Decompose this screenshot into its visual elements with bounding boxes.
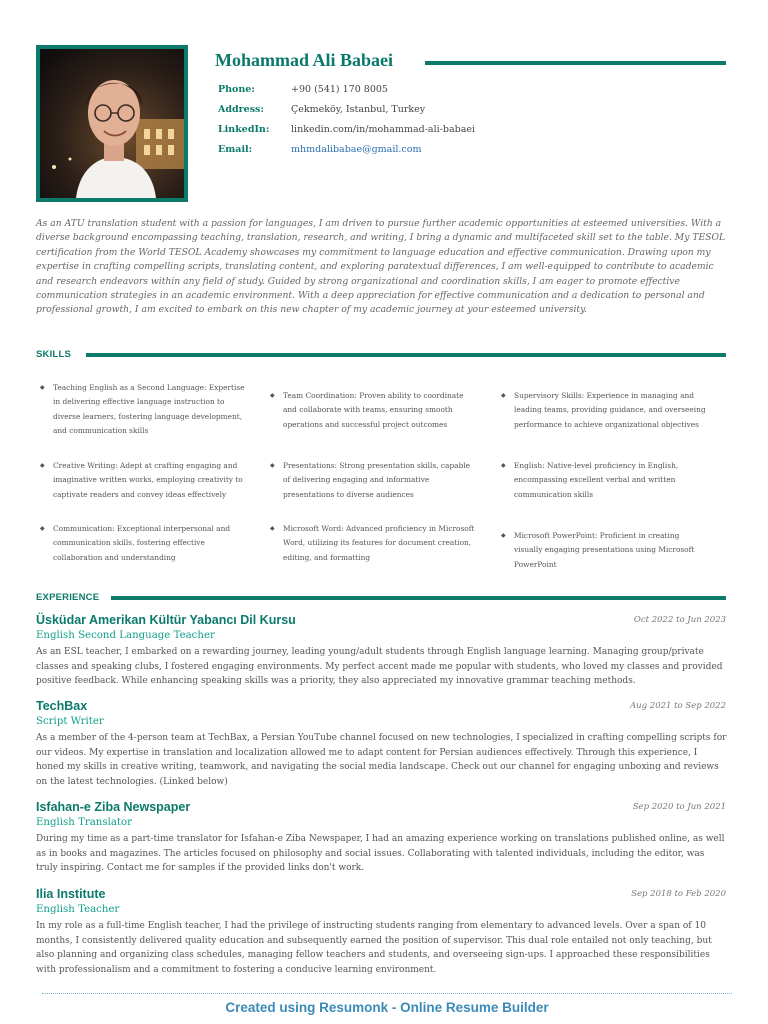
skill-text: Team Coordination: Proven ability to coordinate and collaborate with teams, ensuring smooth operations and successful project outcomes [283,391,464,429]
job-company: TechBax [36,699,88,713]
job-description: During my time as a part-time translator for Isfahan-e Ziba Newspaper, I had an amazing experience working on translations published online, as well as in books and magazines. The articles focused on philosophy and social issues. Collaborating with talented individuals, including the editor, was truly inspiring. Contact me for samples if the provided links don't work. [36,834,725,874]
job-role: Script Writer [36,716,104,727]
resumonk-footer-link[interactable]: Created using Resumonk - Online Resume Builder [42,993,732,1022]
job-company: Üsküdar Amerikan Kültür Yabancı Dil Kursu [36,613,296,627]
contact-label: Phone: [218,83,255,95]
skills-divider [86,353,726,357]
bullet-icon: ◆ [40,384,45,391]
skill-item [497,459,707,502]
skill-item [497,529,707,572]
job-description: As a member of the 4-person team at TechBax, a Persian YouTube channel focused on new technologies, I specialized in crafting compelling scripts for our videos. My expertise in translation and localization allowed me to adapt content for Persian audiences effectively. Through this experience, I honed my skills in creative writing, teamwork, and navigating the social media landscape. Check out our channel for engaging unboxing and reviews on the latest technologies. (Linked below) [36,733,727,787]
skill-text: Microsoft Word: Advanced proficiency in Microsoft Word, utilizing its features for document creation, editing, and formatting [283,524,475,562]
bullet-icon: ◆ [270,525,275,532]
bullet-icon: ◆ [501,462,506,469]
contact-label: LinkedIn: [218,123,270,135]
skill-item [266,522,476,565]
contact-linkedin [218,119,475,139]
profile-photo-frame [36,45,188,202]
bullet-icon: ◆ [270,392,275,399]
skills-title: SKILLS [36,349,71,360]
contact-email [218,139,475,159]
job-date: Sep 2020 to Jun 2021 [632,802,726,812]
bullet-icon: ◆ [501,532,506,539]
skill-text: Communication: Exceptional interpersonal and communication skills, fostering effective collaboration and understanding [53,524,231,562]
skill-text: Creative Writing: Adept at crafting engaging and imaginative written works, employing creativity to captivate readers and convey ideas effectively [53,461,243,499]
candidate-name: Mohammad Ali Babaei [215,50,394,70]
bullet-icon: ◆ [501,392,506,399]
skill-item [36,522,246,565]
contact-phone [218,79,475,99]
skill-text: English: Native-level proficiency in English, encompassing excellent verbal and written communication skills [514,461,679,499]
bullet-icon: ◆ [40,462,45,469]
job-description: As an ESL teacher, I embarked on a rewarding journey, leading young/adult students through English language learning. Managing group/private classes and speaking clubs, I fostered engaging environments. My perfect accent made me popular with students, who loved my classes and provided positive feedback. While enhancing speaking skills was a priority, they also appreciated my innovative grammar teaching methods. [36,647,723,687]
job-entry [36,613,728,693]
name-divider [425,61,726,65]
skill-item [497,389,707,432]
job-role: English Second Language Teacher [36,630,215,641]
profile-summary: As an ATU translation student with a passion for languages, I am driven to pursue further academic opportunities at esteemed universities. With a diverse background encompassing teaching, translation, research, and writing, I bring a dynamic and multifaceted skill set to the table. My TESOL certification from the World TESOL Academy showcases my commitment to language education and effective communication. Drawing upon my expertise in crafting compelling scripts, translating content, and exploring paratextual differences, I am well-equipped to contribute to academic and research endeavors within any field of study. Guided by strong organizational and coordination skills, I am eager to promote effective communication strategies in an academic environment. With a deep appreciation for effective communication and a dedication to personal and professional growth, I am excited to embark on this new chapter of my academic journey at your esteemed university. [36,218,726,316]
skill-text: Presentations: Strong presentation skills, capable of delivering engaging and informative presentations to diverse audiences [283,461,471,499]
job-date: Sep 2018 to Feb 2020 [631,889,726,899]
job-date: Oct 2022 to Jun 2023 [633,615,726,625]
email-link[interactable]: mhmdalibabae@gmail.com [291,143,422,155]
job-company: Ilia Institute [36,887,106,901]
contact-block [218,79,475,159]
job-entry [36,800,728,880]
skill-text: Microsoft PowerPoint: Proficient in creating visually engaging presentations using Microsoft PowerPoint [514,531,695,569]
experience-title: EXPERIENCE [36,592,100,603]
address-value: Çekmeköy, Istanbul, Turkey [291,103,426,115]
skill-item [36,459,246,502]
job-entry [36,699,728,794]
job-role: English Translator [36,817,133,828]
skill-item [266,389,476,432]
contact-address [218,99,475,119]
linkedin-link[interactable]: linkedin.com/in/mohammad-ali-babaei [291,123,476,135]
skill-text: Teaching English as a Second Language: Expertise in delivering effective language instruction to diverse learners, fostering language development, and communication skills [53,383,245,436]
phone-value: +90 (541) 170 8005 [291,83,388,95]
bullet-icon: ◆ [270,462,275,469]
profile-photo [40,49,184,198]
bullet-icon: ◆ [40,525,45,532]
job-entry [36,887,728,982]
job-company: Isfahan-e Ziba Newspaper [36,800,191,814]
skill-item [266,459,476,502]
skills-section-header [36,349,728,363]
experience-divider [111,596,726,600]
contact-label: Email: [218,143,253,155]
job-date: Aug 2021 to Sep 2022 [630,701,726,711]
experience-section-header [36,592,728,606]
job-role: English Teacher [36,904,120,915]
skill-item [36,381,246,439]
skill-text: Supervisory Skills: Experience in managing and leading teams, providing guidance, and overseeing performance to achieve organizational objectives [514,391,706,429]
contact-label: Address: [218,103,264,115]
job-description: In my role as a full-time English teacher, I had the privilege of instructing students ranging from elementary to advanced levels. Over a span of 10 months, I consistently delivered quality education and subsequently earned the position of supervisor. This dual role entailed not only teaching, but also planning and organizing class schedules, managing fellow teachers and students, and overseeing sign-ups. I approached these responsibilities with professionalism and a commitment to fostering a conducive learning environment. [36,921,712,975]
